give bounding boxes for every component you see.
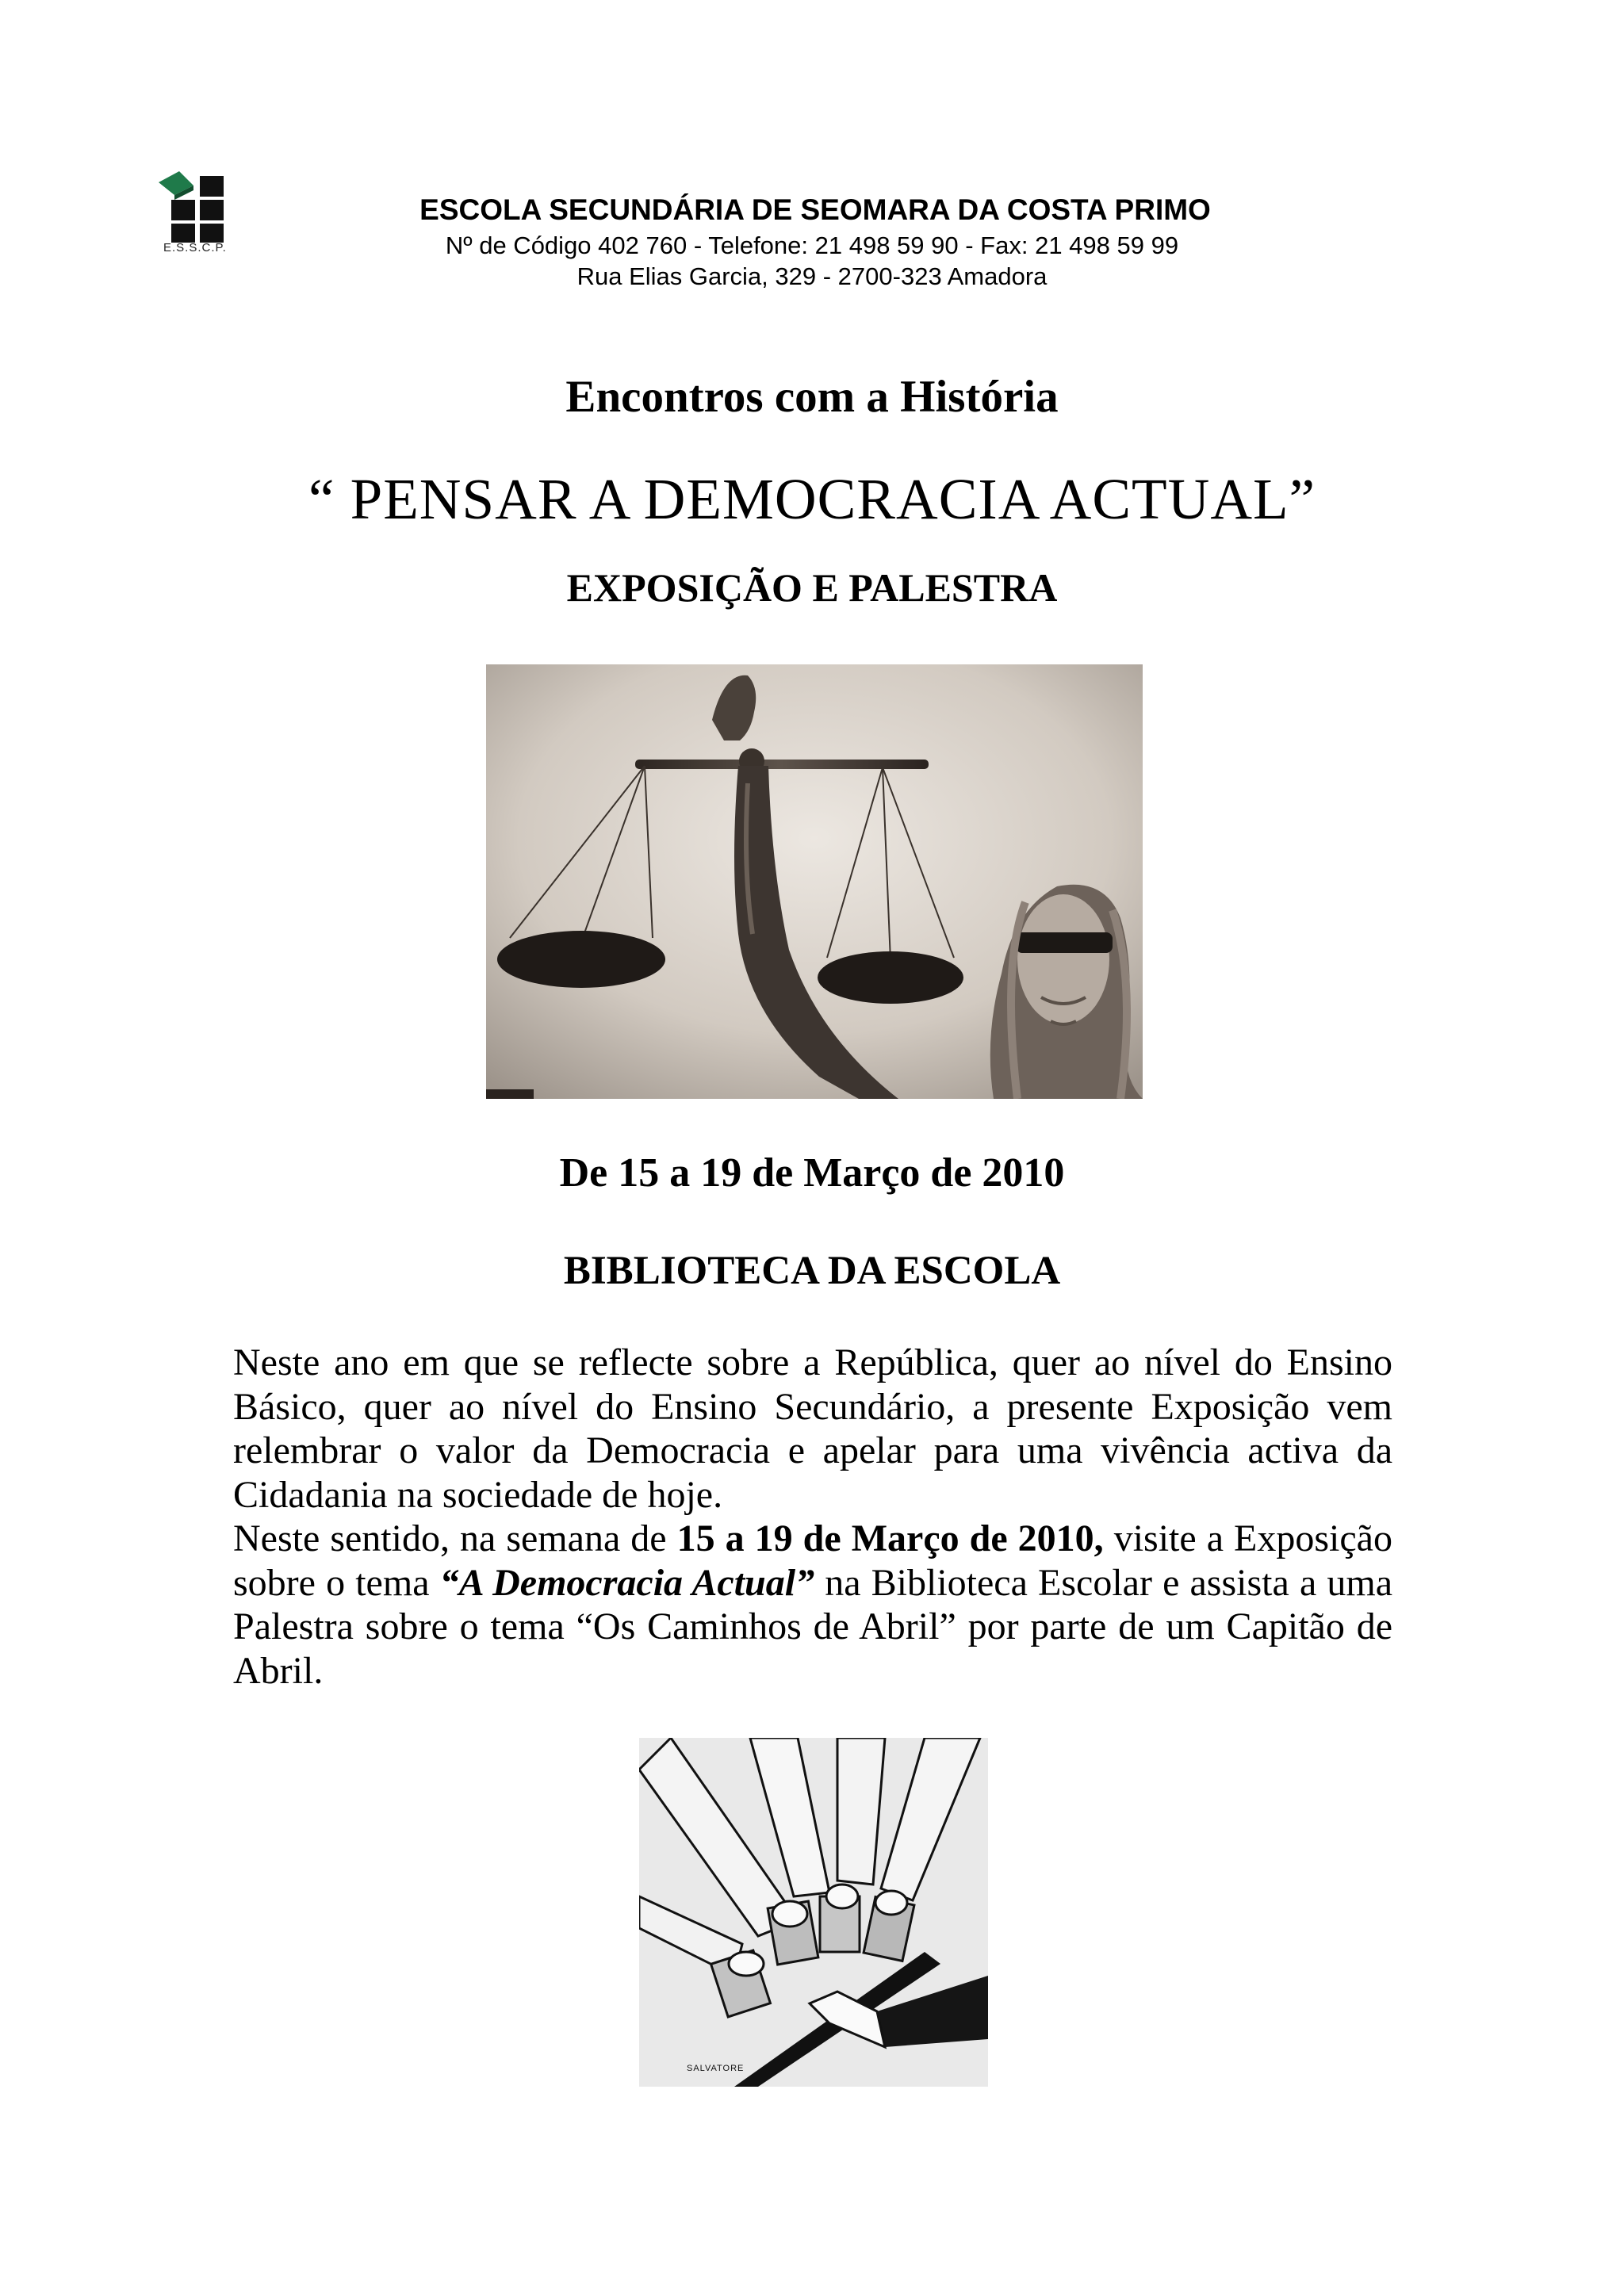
body-text (233, 1341, 1392, 1693)
school-contact-line: Nº de Código 402 760 - Telefone: 21 498 59 90 - Fax: 21 498 59 99 (445, 232, 1179, 259)
scales-of-justice-photo (486, 664, 1143, 1099)
event-dates: De 15 a 19 de Março de 2010 (559, 1150, 1065, 1196)
event-subtitle: EXPOSIÇÃO E PALESTRA (566, 565, 1058, 610)
cartoon-signature: SALVATORE (687, 2064, 745, 2073)
invitation-theme: “A Democracia Actual” (439, 1561, 815, 1604)
main-title: “ PENSAR A DEMOCRACIA ACTUAL” (308, 467, 1316, 531)
invitation-text-1: Neste sentido, na semana de (233, 1517, 677, 1559)
event-venue: BIBLIOTECA DA ESCOLA (563, 1249, 1061, 1293)
series-title: Encontros com a História (565, 372, 1059, 422)
school-address-line: Rua Elias Garcia, 329 - 2700-323 Amadora (576, 262, 1048, 290)
logo-caption: E.S.S.C.P. (163, 241, 227, 254)
hands-voting-cartoon (639, 1738, 988, 2087)
invitation-text-3: na Biblioteca Escolar e assista a uma Palestra sobre o tema “Os Caminhos de Abril” por parte de um Capitão de Abril. (233, 1561, 1393, 1692)
invitation-paragraph (233, 1517, 1392, 1693)
invitation-dates: 15 a 19 de Março de 2010, (676, 1517, 1104, 1559)
invitation-text-2: visite a Exposição sobre o tema (233, 1517, 1392, 1604)
school-name: ESCOLA SECUNDÁRIA DE SEOMARA DA COSTA PRIMO (419, 193, 1211, 226)
intro-paragraph: Neste ano em que se reflecte sobre a República, quer ao nível do Ensino Básico, quer ao nível do Ensino Secundário, a presente Exposição vem relembrar o valor da Democracia e apelar para uma vivência activa da Cidadania na sociedade de hoje. (233, 1341, 1392, 1516)
